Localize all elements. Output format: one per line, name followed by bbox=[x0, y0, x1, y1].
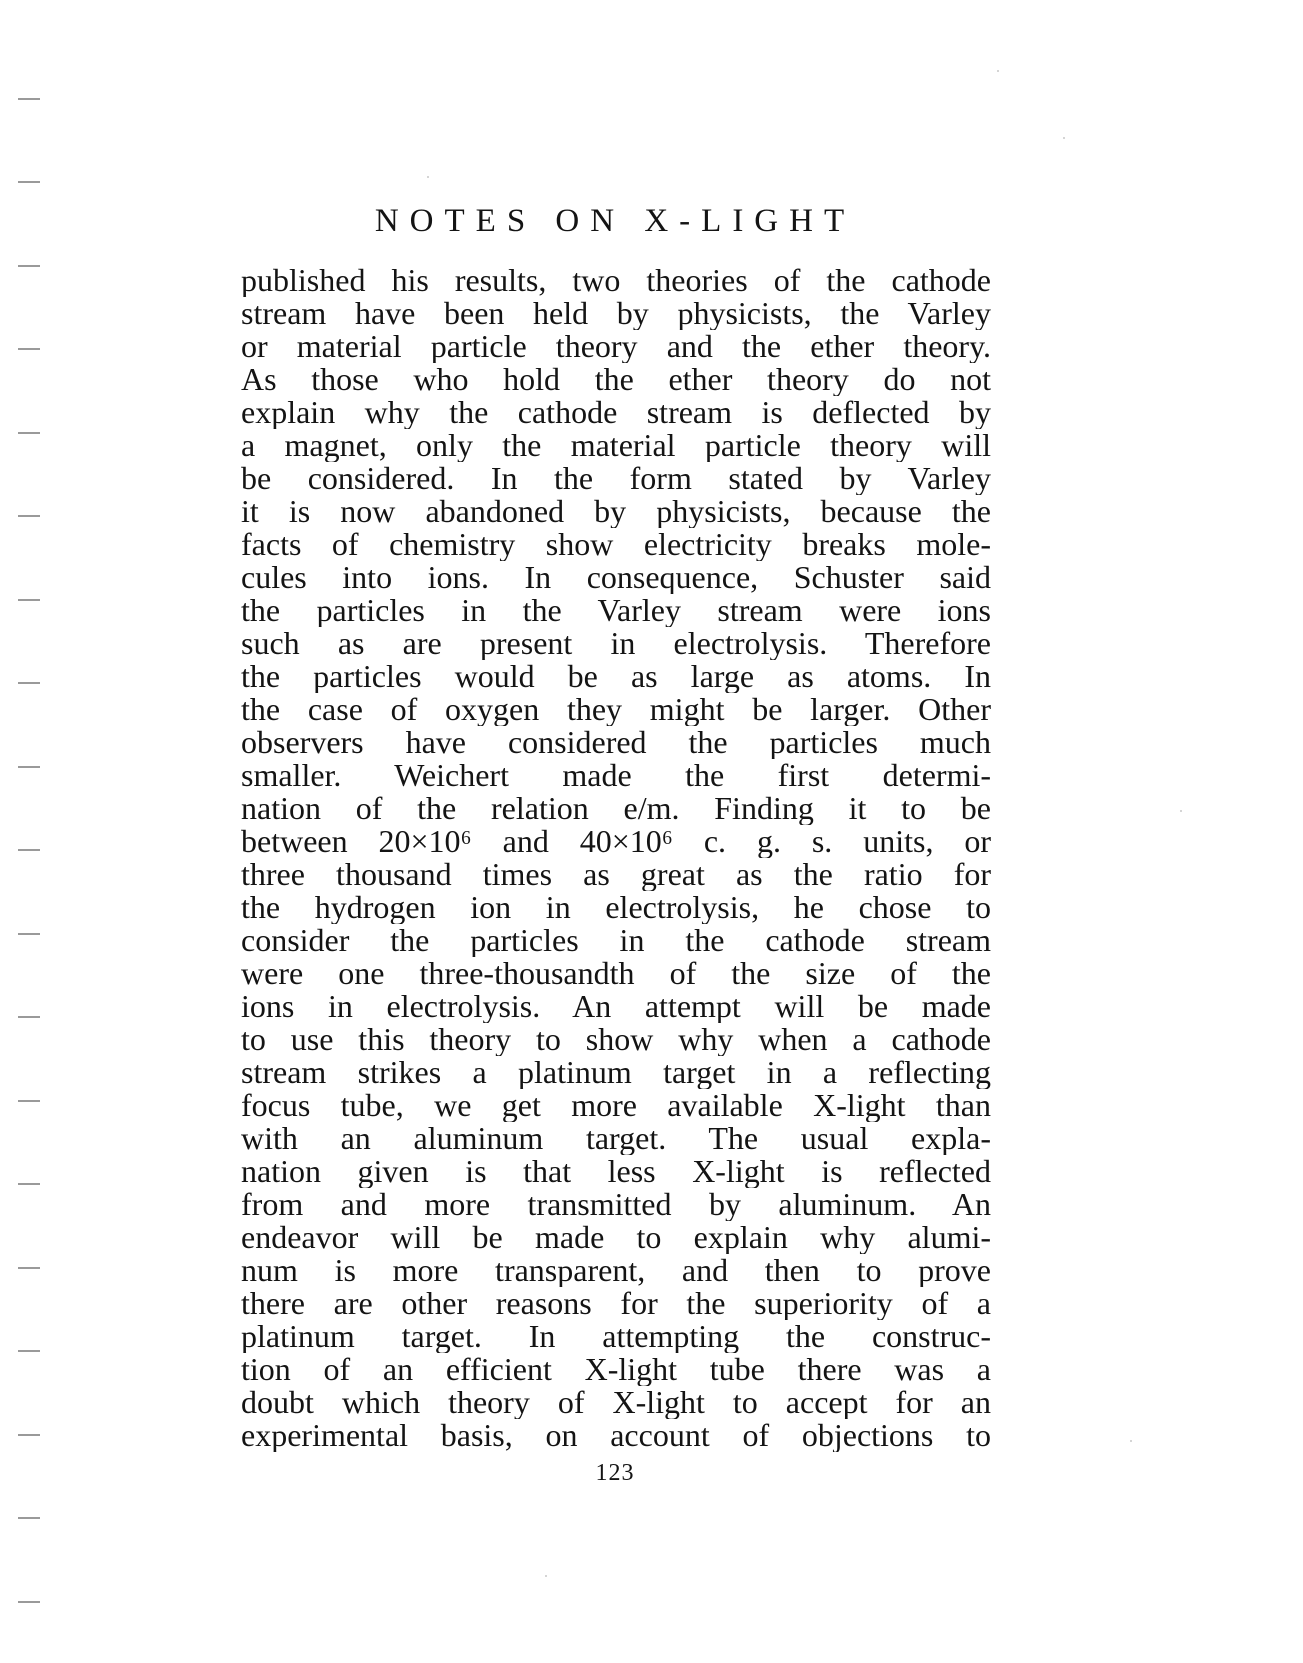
margin-tick bbox=[18, 515, 40, 517]
text-line: the case of oxygen they might be larger. Other bbox=[241, 693, 991, 726]
text-line: observers have considered the particles much bbox=[241, 726, 991, 759]
margin-tick bbox=[18, 1601, 40, 1603]
text-line: experimental basis, on account of objections to bbox=[241, 1419, 991, 1452]
text-line: focus tube, we get more available X-light than bbox=[241, 1089, 991, 1122]
page-title: NOTES ON X-LIGHT bbox=[374, 203, 856, 239]
text-line: doubt which theory of X-light to accept for an bbox=[241, 1386, 991, 1419]
margin-tick bbox=[18, 1100, 40, 1102]
margin-tick bbox=[18, 682, 40, 684]
page-number: 123 bbox=[595, 1460, 635, 1486]
text-line: consider the particles in the cathode stream bbox=[241, 924, 991, 957]
text-line: tion of an efficient X-light tube there was a bbox=[241, 1353, 991, 1386]
text-line: smaller. Weichert made the first determi- bbox=[241, 759, 991, 792]
margin-tick bbox=[18, 1350, 40, 1352]
margin-tick bbox=[18, 1183, 40, 1185]
margin-tick bbox=[18, 1016, 40, 1018]
text-line: published his results, two theories of the cathode bbox=[241, 264, 991, 297]
margin-tick bbox=[18, 599, 40, 601]
text-line: explain why the cathode stream is deflected by bbox=[241, 396, 991, 429]
text-line: the hydrogen ion in electrolysis, he chose to bbox=[241, 891, 991, 924]
text-line: it is now abandoned by physicists, because the bbox=[241, 495, 991, 528]
text-line: such as are present in electrolysis. Therefore bbox=[241, 627, 991, 660]
margin-tick bbox=[18, 849, 40, 851]
margin-tick bbox=[18, 432, 40, 434]
text-line: or material particle theory and the ether theory. bbox=[241, 330, 991, 363]
margin-tick bbox=[18, 766, 40, 768]
text-line: from and more transmitted by aluminum. An bbox=[241, 1188, 991, 1221]
margin-tick bbox=[18, 1267, 40, 1269]
margin-tick bbox=[18, 1434, 40, 1436]
text-line: nation given is that less X-light is reflected bbox=[241, 1155, 991, 1188]
margin-tick bbox=[18, 1517, 40, 1519]
text-line: stream strikes a platinum target in a reflecting bbox=[241, 1056, 991, 1089]
text-line: there are other reasons for the superiority of a bbox=[241, 1287, 991, 1320]
text-line: to use this theory to show why when a cathode bbox=[241, 1023, 991, 1056]
text-line: endeavor will be made to explain why alumi- bbox=[241, 1221, 991, 1254]
text-line: cules into ions. In consequence, Schuster said bbox=[241, 561, 991, 594]
text-line: a magnet, only the material particle theory will bbox=[241, 429, 991, 462]
text-line: the particles in the Varley stream were ions bbox=[241, 594, 991, 627]
margin-tick bbox=[18, 265, 40, 267]
binding-margin-marks bbox=[18, 0, 48, 1663]
text-line: facts of chemistry show electricity breaks mole- bbox=[241, 528, 991, 561]
margin-tick bbox=[18, 933, 40, 935]
text-line: be considered. In the form stated by Varley bbox=[241, 462, 991, 495]
text-line: were one three-thousandth of the size of the bbox=[241, 957, 991, 990]
body-text bbox=[241, 264, 991, 1452]
text-line: between 20×10⁶ and 40×10⁶ c. g. s. units, or bbox=[241, 825, 991, 858]
text-line: with an aluminum target. The usual expla- bbox=[241, 1122, 991, 1155]
text-line: ions in electrolysis. An attempt will be made bbox=[241, 990, 991, 1023]
text-line: platinum target. In attempting the construc- bbox=[241, 1320, 991, 1353]
text-line: nation of the relation e/m. Finding it to be bbox=[241, 792, 991, 825]
margin-tick bbox=[18, 98, 40, 100]
margin-tick bbox=[18, 348, 40, 350]
text-line: stream have been held by physicists, the Varley bbox=[241, 297, 991, 330]
text-line: the particles would be as large as atoms. In bbox=[241, 660, 991, 693]
text-line: As those who hold the ether theory do not bbox=[241, 363, 991, 396]
text-line: three thousand times as great as the ratio for bbox=[241, 858, 991, 891]
margin-tick bbox=[18, 181, 40, 183]
text-line: num is more transparent, and then to prove bbox=[241, 1254, 991, 1287]
